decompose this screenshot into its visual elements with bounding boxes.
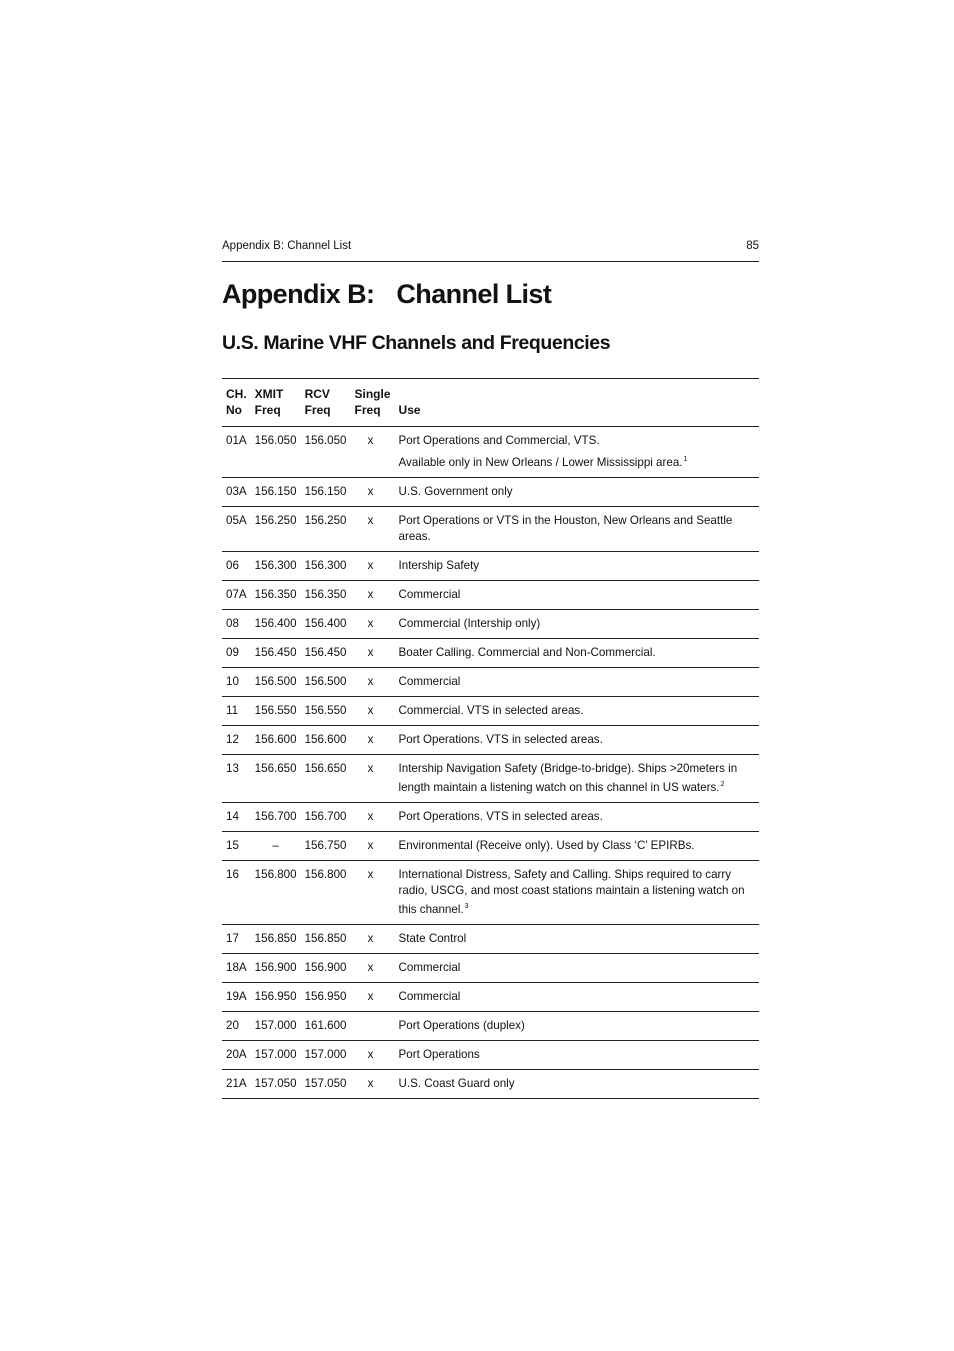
- table-row: [222, 478, 759, 507]
- use-text-content: International Distress, Safety and Calling. Ships required to carry radio, USCG, and most coast stations maintain a listening watch on this channel.: [398, 868, 745, 916]
- channel-number-cell: 10: [226, 675, 239, 688]
- column-header-use: Use: [398, 403, 421, 417]
- rcv-freq-cell: 156.750: [304, 839, 347, 852]
- footnote-marker: 2: [720, 781, 725, 788]
- page-number: 85: [746, 240, 759, 252]
- channel-number-cell: 05A: [226, 514, 247, 527]
- channel-number-cell: 07A: [226, 588, 247, 601]
- rcv-freq-cell: 161.600: [304, 1019, 347, 1032]
- page-title-label: Appendix B:: [222, 279, 375, 309]
- use-text-content: Commercial: [398, 961, 461, 974]
- footnote-marker: 3: [464, 903, 469, 910]
- table-row: [222, 803, 759, 832]
- single-freq-cell: x: [367, 932, 374, 945]
- rcv-freq-cell: 156.700: [304, 810, 347, 823]
- single-freq-cell: [351, 1012, 395, 1041]
- xmit-freq-cell: 156.700: [254, 810, 297, 823]
- single-freq-cell: x: [367, 646, 374, 659]
- use-text: [399, 703, 755, 719]
- use-cell: [395, 639, 759, 668]
- rcv-freq-cell: 156.900: [304, 961, 347, 974]
- use-cell: [395, 803, 759, 832]
- table-row: [222, 755, 759, 803]
- xmit-freq-cell: 156.350: [254, 588, 297, 601]
- table-row: [222, 832, 759, 861]
- use-cell: [395, 1012, 759, 1041]
- table-header-row: [222, 379, 759, 427]
- running-title: Appendix B: Channel List: [222, 240, 352, 252]
- use-cell: [395, 1041, 759, 1070]
- use-text: [399, 452, 755, 471]
- use-text-content: State Control: [398, 932, 467, 945]
- single-freq-cell: x: [367, 733, 374, 746]
- table-row: [222, 581, 759, 610]
- use-cell: [395, 610, 759, 639]
- xmit-freq-cell: 156.650: [254, 762, 297, 775]
- use-text-content: Environmental (Receive only). Used by Class ‘C’ EPIRBs.: [398, 839, 695, 852]
- use-text: [399, 587, 755, 603]
- running-header: [222, 239, 759, 262]
- use-text: [399, 761, 755, 796]
- rcv-freq-cell: 157.000: [304, 1048, 347, 1061]
- single-freq-cell: x: [367, 559, 374, 572]
- use-cell: [395, 478, 759, 507]
- xmit-freq-cell: –: [272, 839, 279, 852]
- use-text-content: U.S. Government only: [398, 485, 513, 498]
- use-text-content: Port Operations (duplex): [398, 1019, 525, 1032]
- use-text: [399, 1018, 755, 1034]
- page-title-name: Channel List: [396, 279, 552, 309]
- page-title: [222, 279, 551, 310]
- rcv-freq-cell: 156.500: [304, 675, 347, 688]
- single-freq-cell: x: [367, 434, 374, 447]
- use-text: [399, 645, 755, 661]
- single-freq-cell: x: [367, 810, 374, 823]
- use-text-content: Port Operations. VTS in selected areas.: [398, 733, 603, 746]
- use-cell: [395, 983, 759, 1012]
- use-text: [399, 867, 755, 918]
- rcv-freq-cell: 156.400: [304, 617, 347, 630]
- use-text-content: Port Operations and Commercial, VTS.: [398, 434, 600, 447]
- xmit-freq-cell: 156.150: [254, 485, 297, 498]
- use-text: [399, 674, 755, 690]
- use-cell: [395, 697, 759, 726]
- use-cell: [395, 954, 759, 983]
- channel-number-cell: 03A: [226, 485, 247, 498]
- single-freq-cell: x: [367, 990, 374, 1003]
- xmit-freq-cell: 157.050: [254, 1077, 297, 1090]
- single-freq-cell: x: [367, 588, 374, 601]
- use-text-content: Available only in New Orleans / Lower Mississippi area.: [398, 456, 683, 469]
- channel-number-cell: 08: [226, 617, 239, 630]
- single-freq-cell: x: [367, 961, 374, 974]
- rcv-freq-cell: 156.850: [304, 932, 347, 945]
- xmit-freq-cell: 156.950: [254, 990, 297, 1003]
- single-freq-cell: x: [367, 617, 374, 630]
- table-row: [222, 726, 759, 755]
- xmit-freq-cell: 156.450: [254, 646, 297, 659]
- use-text: [399, 931, 755, 947]
- xmit-freq-cell: 156.050: [254, 434, 297, 447]
- use-text-content: Intership Navigation Safety (Bridge-to-bridge). Ships >20meters in length maintain a listening watch on this channel in US waters.: [398, 762, 738, 794]
- channel-number-cell: 20A: [226, 1048, 247, 1061]
- use-cell: [395, 726, 759, 755]
- use-cell: [395, 507, 759, 552]
- use-text-content: Port Operations: [398, 1048, 480, 1061]
- single-freq-cell: x: [367, 704, 374, 717]
- table-row: [222, 639, 759, 668]
- use-text-content: Commercial (Intership only): [398, 617, 541, 630]
- table-header: [222, 379, 759, 427]
- rcv-freq-cell: 157.050: [304, 1077, 347, 1090]
- xmit-freq-cell: 156.900: [254, 961, 297, 974]
- channel-number-cell: 01A: [226, 434, 247, 447]
- xmit-freq-cell: 156.500: [254, 675, 297, 688]
- channel-number-cell: 09: [226, 646, 239, 659]
- use-cell: [395, 925, 759, 954]
- table-row: [222, 925, 759, 954]
- channel-number-cell: 21A: [226, 1077, 247, 1090]
- table-row: [222, 1041, 759, 1070]
- rcv-freq-cell: 156.600: [304, 733, 347, 746]
- table-row: [222, 697, 759, 726]
- use-cell: [395, 861, 759, 925]
- xmit-freq-cell: 156.300: [254, 559, 297, 572]
- channel-number-cell: 11: [226, 704, 239, 717]
- rcv-freq-cell: 156.800: [304, 868, 347, 881]
- channel-number-cell: 15: [226, 839, 239, 852]
- table-row: [222, 610, 759, 639]
- xmit-freq-cell: 156.800: [254, 868, 297, 881]
- use-text: [399, 809, 755, 825]
- use-text: [399, 989, 755, 1005]
- use-text-content: Commercial: [398, 675, 461, 688]
- single-freq-cell: x: [367, 514, 374, 527]
- channel-number-cell: 20: [226, 1019, 239, 1032]
- table-row: [222, 668, 759, 697]
- single-freq-cell: x: [367, 839, 374, 852]
- channel-number-cell: 19A: [226, 990, 247, 1003]
- use-text-content: Commercial: [398, 990, 461, 1003]
- single-freq-cell: x: [367, 762, 374, 775]
- rcv-freq-cell: 156.300: [304, 559, 347, 572]
- use-cell: [395, 832, 759, 861]
- xmit-freq-cell: 156.250: [254, 514, 297, 527]
- rcv-freq-cell: 156.650: [304, 762, 347, 775]
- use-text-content: Commercial: [398, 588, 461, 601]
- use-text: [399, 433, 755, 449]
- use-cell: [395, 581, 759, 610]
- table-row: [222, 954, 759, 983]
- single-freq-cell: x: [367, 675, 374, 688]
- table-row: [222, 507, 759, 552]
- use-text: [399, 513, 755, 545]
- use-text: [399, 558, 755, 574]
- use-cell: [395, 668, 759, 697]
- use-text-content: Intership Safety: [398, 559, 480, 572]
- column-header-xmit: XMIT Freq: [254, 387, 284, 417]
- channel-number-cell: 14: [226, 810, 239, 823]
- use-text: [399, 484, 755, 500]
- use-text-content: Port Operations. VTS in selected areas.: [398, 810, 603, 823]
- use-text: [399, 1076, 755, 1092]
- rcv-freq-cell: 156.150: [304, 485, 347, 498]
- section-title: U.S. Marine VHF Channels and Frequencies: [222, 332, 611, 354]
- use-cell: [395, 755, 759, 803]
- column-header-ch: CH. No: [226, 387, 247, 417]
- rcv-freq-cell: 156.950: [304, 990, 347, 1003]
- use-text-content: Port Operations or VTS in the Houston, New Orleans and Seattle areas.: [398, 514, 733, 543]
- xmit-freq-cell: 156.600: [254, 733, 297, 746]
- single-freq-cell: x: [367, 485, 374, 498]
- xmit-freq-cell: 156.400: [254, 617, 297, 630]
- column-header-rcv: RCV Freq: [304, 387, 331, 417]
- table-row: [222, 552, 759, 581]
- rcv-freq-cell: 156.250: [304, 514, 347, 527]
- rcv-freq-cell: 156.550: [304, 704, 347, 717]
- channel-table: [222, 378, 759, 1099]
- use-text: [399, 960, 755, 976]
- table-row: [222, 1012, 759, 1041]
- table-row: [222, 427, 759, 478]
- rcv-freq-cell: 156.450: [304, 646, 347, 659]
- table-row: [222, 1070, 759, 1099]
- channel-number-cell: 06: [226, 559, 239, 572]
- channel-number-cell: 13: [226, 762, 239, 775]
- channel-number-cell: 17: [226, 932, 239, 945]
- use-text: [399, 732, 755, 748]
- channel-number-cell: 16: [226, 868, 239, 881]
- use-text: [399, 1047, 755, 1063]
- single-freq-cell: x: [367, 1077, 374, 1090]
- use-text-content: Commercial. VTS in selected areas.: [398, 704, 584, 717]
- xmit-freq-cell: 156.550: [254, 704, 297, 717]
- use-cell: [395, 1070, 759, 1099]
- table-row: [222, 983, 759, 1012]
- use-text-content: Boater Calling. Commercial and Non-Commercial.: [398, 646, 656, 659]
- use-text: [399, 838, 755, 854]
- single-freq-cell: x: [367, 868, 374, 881]
- xmit-freq-cell: 157.000: [254, 1019, 297, 1032]
- use-cell: [395, 552, 759, 581]
- channel-number-cell: 12: [226, 733, 239, 746]
- rcv-freq-cell: 156.050: [304, 434, 347, 447]
- use-text-content: U.S. Coast Guard only: [398, 1077, 515, 1090]
- rcv-freq-cell: 156.350: [304, 588, 347, 601]
- channel-number-cell: 18A: [226, 961, 247, 974]
- xmit-freq-cell: 156.850: [254, 932, 297, 945]
- xmit-freq-cell: 157.000: [254, 1048, 297, 1061]
- use-text: [399, 616, 755, 632]
- column-header-single: Single Freq: [354, 387, 391, 417]
- table-row: [222, 861, 759, 925]
- single-freq-cell: x: [367, 1048, 374, 1061]
- use-cell: [395, 427, 759, 478]
- table-body: [222, 427, 759, 1099]
- footnote-marker: 1: [683, 456, 688, 463]
